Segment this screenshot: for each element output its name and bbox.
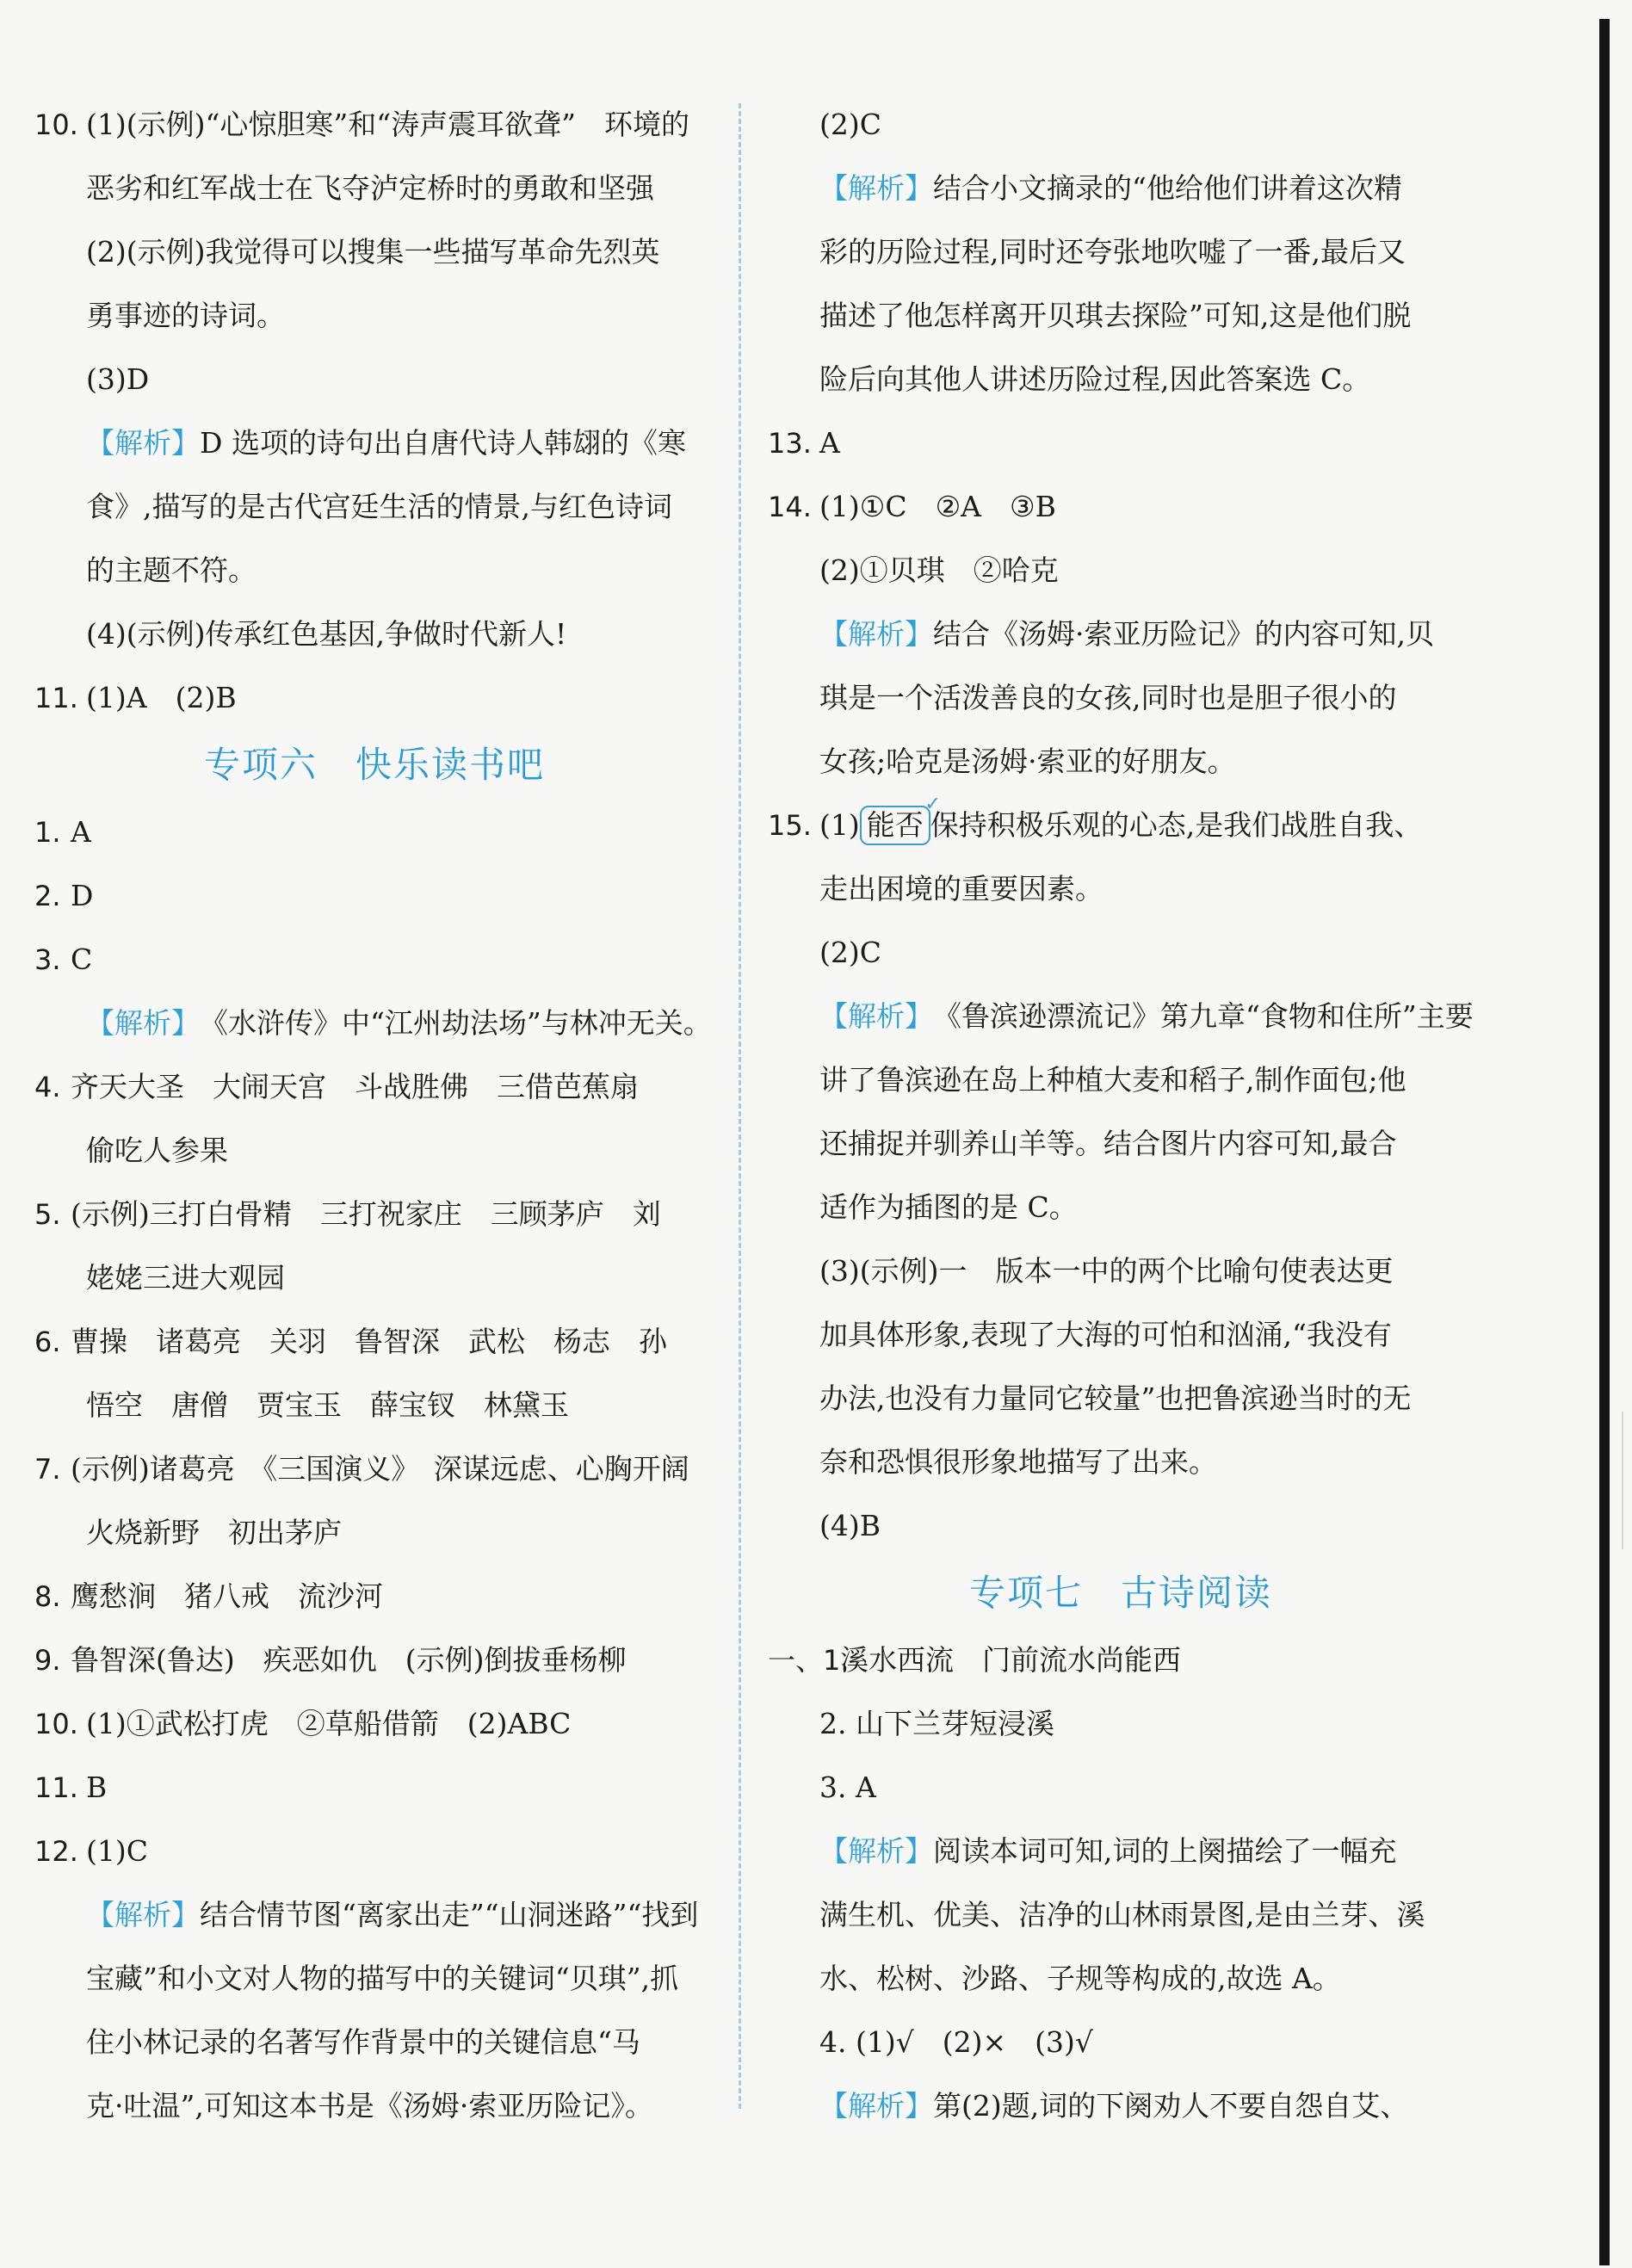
answer-line: [768, 2011, 1474, 2074]
answer-text: (4)(示例)传承红色基因,争做时代新人!: [86, 617, 567, 651]
answer-line: [34, 1820, 714, 1883]
answer-line: [34, 1947, 714, 2011]
answer-text: 4. (1)√ (2)× (3)√: [819, 2025, 1093, 2059]
sub-question-label: (1): [819, 808, 860, 842]
question-number: 15.: [768, 809, 812, 842]
answer-text: 鹰愁涧 猪八戒 流沙河: [71, 1579, 383, 1613]
answer-text: 结合小文摘录的“他给他们讲着这次精: [933, 171, 1402, 205]
analysis-tag: 【解析】: [819, 171, 933, 205]
answer-line: [34, 157, 714, 220]
answer-text: 讲了鲁滨逊在岛上种植大麦和稻子,制作面包;他: [819, 1063, 1406, 1097]
answer-line: [768, 1628, 1474, 1692]
answer-text: (4)B: [819, 1509, 881, 1542]
question-number: 一、1.: [768, 1644, 850, 1677]
answer-text: 《水浒传》中“江州劫法场”与林冲无关。: [200, 1006, 712, 1040]
answer-text: 《鲁滨逊漂流记》第九章“食物和住所”主要: [933, 999, 1474, 1033]
answer-text: 保持积极乐观的心态,是我们战胜自我、: [930, 808, 1423, 842]
answer-text: 食》,描写的是古代宫廷生活的情景,与红色诗词: [86, 490, 672, 523]
answer-line: [34, 1883, 714, 1947]
analysis-tag: 【解析】: [86, 1898, 200, 1931]
answer-line: [34, 1628, 714, 1692]
analysis-tag: 【解析】: [819, 999, 933, 1033]
answer-text: 水、松树、沙路、子规等构成的,故选 A。: [819, 1962, 1341, 1995]
answer-line: [34, 666, 714, 730]
analysis-tag: 【解析】: [86, 426, 200, 460]
answer-line: [34, 2011, 714, 2074]
answer-text: (1)(示例)“心惊胆寒”和“涛声震耳欲聋” 环境的: [86, 108, 689, 141]
answer-line: [34, 1055, 714, 1119]
answer-line: [768, 348, 1474, 411]
answer-text: (2)C: [819, 108, 881, 141]
answer-line: [34, 1119, 714, 1183]
answer-text: 琪是一个活泼善良的女孩,同时也是胆子很小的: [819, 681, 1397, 714]
correction-mark-icon: ✓: [924, 794, 941, 815]
answer-text: 克·吐温”,可知这本书是《汤姆·索亚历险记》。: [86, 2089, 653, 2123]
answer-text: B: [86, 1771, 108, 1804]
analysis-tag: 【解析】: [86, 1006, 200, 1040]
answer-line: [34, 1246, 714, 1310]
answer-line: [768, 2074, 1474, 2138]
answer-text: (2)(示例)我觉得可以搜集一些描写革命先烈英: [86, 235, 660, 269]
answer-text: C: [71, 942, 93, 976]
answer-line: [768, 1176, 1474, 1239]
analysis-tag: 【解析】: [819, 617, 933, 651]
answer-text: 的主题不符。: [86, 553, 257, 587]
answer-line: [768, 794, 1474, 857]
answer-text: (3)D: [86, 362, 150, 396]
answer-line: [768, 220, 1474, 284]
answer-line: [768, 1756, 1474, 1820]
answer-text: (1)①C ②A ③B: [819, 490, 1056, 523]
answer-line: [34, 220, 714, 284]
answer-text: A: [71, 815, 91, 849]
question-number: 11.: [34, 682, 78, 714]
answer-line: [768, 93, 1474, 157]
answer-text: (2)C: [819, 936, 881, 969]
answer-text: (3)(示例)一 版本一中的两个比喻句使表达更: [819, 1254, 1394, 1288]
answer-text: 曹操 诸葛亮 关羽 鲁智深 武松 杨志 孙: [71, 1325, 667, 1358]
answer-text: 走出困境的重要因素。: [819, 872, 1103, 905]
answer-line: [34, 475, 714, 539]
answer-line: [34, 1501, 714, 1565]
answer-text: 齐天大圣 大闹天宫 斗战胜佛 三借芭蕉扇: [71, 1070, 639, 1103]
answer-text: 2. 山下兰芽短浸溪: [819, 1707, 1054, 1740]
answer-line: [768, 1883, 1474, 1947]
answer-text: A: [819, 426, 840, 460]
answer-text: 女孩;哈克是汤姆·索亚的好朋友。: [819, 745, 1236, 778]
answer-text: D 选项的诗句出自唐代诗人韩翃的《寒: [200, 426, 686, 460]
answer-line: [768, 539, 1474, 603]
answer-text: 阅读本词可知,词的上阕描绘了一幅充: [933, 1834, 1397, 1868]
answer-text: 结合情节图“离家出走”“山洞迷路”“找到: [200, 1898, 699, 1931]
answer-line: [34, 1692, 714, 1756]
answer-text: 第(2)题,词的下阕劝人不要自怨自艾、: [933, 2089, 1409, 2123]
answer-text: 适作为插图的是 C。: [819, 1190, 1078, 1224]
answer-line: [768, 921, 1474, 985]
answer-line: [34, 1374, 714, 1437]
answer-line: [34, 864, 714, 928]
answer-line: [34, 348, 714, 411]
section-heading: 专项六 快乐读书吧: [203, 744, 545, 786]
answer-text: (2)①贝琪 ②哈克: [819, 553, 1059, 587]
answer-line: [34, 800, 714, 864]
question-number: 5.: [34, 1198, 61, 1231]
answer-text: 勇事迹的诗词。: [86, 299, 285, 332]
answer-text: 3. A: [819, 1771, 876, 1804]
answer-text: 恶劣和红军战士在飞夺泸定桥时的勇敢和坚强: [86, 171, 654, 205]
answer-text: 彩的历险过程,同时还夸张地吹嘘了一番,最后又: [819, 235, 1406, 269]
answer-line: [768, 1112, 1474, 1176]
answer-line: [768, 1048, 1474, 1112]
question-number: 8.: [34, 1580, 61, 1613]
answer-line: [768, 985, 1474, 1048]
answer-text: 还捕捉并驯养山羊等。结合图片内容可知,最合: [819, 1127, 1397, 1160]
column-divider: [739, 103, 741, 2109]
analysis-tag: 【解析】: [819, 2089, 933, 2123]
answer-line: [34, 411, 714, 475]
answer-text: 办法,也没有力量同它较量”也把鲁滨逊当时的无: [819, 1381, 1412, 1415]
question-number: 13.: [768, 427, 812, 460]
question-number: 1.: [34, 816, 61, 849]
answer-text: 火烧新野 初出茅庐: [86, 1516, 342, 1549]
question-number: 6.: [34, 1326, 61, 1358]
question-number: 10.: [34, 1708, 78, 1740]
answer-line: [768, 157, 1474, 220]
answer-text: 描述了他怎样离开贝琪去探险”可知,这是他们脱: [819, 299, 1412, 332]
analysis-tag: 【解析】: [819, 1834, 933, 1868]
answer-line: [34, 1183, 714, 1246]
answer-line: [768, 411, 1474, 475]
answer-text: (1)A (2)B: [86, 681, 237, 714]
answer-text: 溪水西流 门前流水尚能西: [840, 1643, 1181, 1677]
answer-line: [34, 1756, 714, 1820]
answer-line: [34, 603, 714, 666]
answer-line: [768, 1692, 1474, 1756]
page-edge-shadow: [1599, 19, 1610, 2265]
question-number: 14.: [768, 491, 812, 523]
answer-line: [34, 284, 714, 348]
answer-line: [768, 730, 1474, 794]
answer-line: [768, 1947, 1474, 2011]
answer-line: [768, 1820, 1474, 1883]
answer-line: [768, 857, 1474, 921]
section-heading: 专项七 古诗阅读: [968, 1572, 1272, 1614]
answer-line: [768, 1494, 1474, 1558]
answer-text: (1)C: [86, 1834, 148, 1868]
answer-line: [768, 603, 1474, 666]
answer-line: [768, 284, 1474, 348]
answer-line: [768, 475, 1474, 539]
answer-text: (示例)诸葛亮 《三国演义》 深谋远虑、心胸开阔: [71, 1452, 689, 1486]
question-number: 7.: [34, 1453, 61, 1486]
answer-line: [768, 1303, 1474, 1367]
answer-text: 满生机、优美、洁净的山林雨景图,是由兰芽、溪: [819, 1898, 1425, 1931]
question-number: 9.: [34, 1644, 61, 1677]
answer-text: 姥姥三进大观园: [86, 1261, 285, 1295]
answer-text: (1)①武松打虎 ②草船借箭 (2)ABC: [86, 1707, 572, 1740]
answer-text: 悟空 唐僧 贾宝玉 薛宝钗 林黛玉: [86, 1388, 569, 1422]
answer-text: 奈和恐惧很形象地描写了出来。: [819, 1445, 1217, 1479]
answer-text: 加具体形象,表现了大海的可怕和汹涌,“我没有: [819, 1318, 1392, 1351]
answer-line: [34, 93, 714, 157]
answer-text: 宝藏”和小文对人物的描写中的关键词“贝琪”,抓: [86, 1962, 679, 1995]
answer-line: [34, 2074, 714, 2138]
question-number: 2.: [34, 880, 61, 912]
page-fold-mark: [1622, 1412, 1623, 1549]
answer-line: [768, 1239, 1474, 1303]
answer-line: [768, 666, 1474, 730]
answer-text: 结合《汤姆·索亚历险记》的内容可知,贝: [933, 617, 1434, 651]
right-column: [768, 93, 1474, 2138]
question-number: 10.: [34, 108, 78, 141]
answer-text: 鲁智深(鲁达) 疾恶如仇 (示例)倒拔垂杨柳: [71, 1643, 627, 1677]
answer-text: 住小林记录的名著写作背景中的关键信息“马: [86, 2025, 640, 2059]
answer-line: [34, 1310, 714, 1374]
answer-line: [34, 1437, 714, 1501]
left-column: [34, 93, 714, 2138]
answer-text: D: [71, 879, 94, 912]
question-number: 4.: [34, 1071, 61, 1103]
answer-line: [34, 1565, 714, 1628]
answer-line: [34, 992, 714, 1055]
answer-text: (示例)三打白骨精 三打祝家庄 三顾茅庐 刘: [71, 1197, 661, 1231]
answer-text: 偷吃人参果: [86, 1134, 228, 1167]
answer-line: [34, 539, 714, 603]
circled-word: [860, 794, 941, 845]
circled-word-text: 能否: [866, 808, 924, 842]
question-number: 11.: [34, 1771, 78, 1804]
answer-line: [34, 928, 714, 992]
question-number: 12.: [34, 1835, 78, 1868]
answer-text: 险后向其他人讲述历险过程,因此答案选 C。: [819, 362, 1371, 396]
answer-line: [768, 1431, 1474, 1494]
question-number: 3.: [34, 943, 61, 976]
answer-line: [768, 1367, 1474, 1431]
